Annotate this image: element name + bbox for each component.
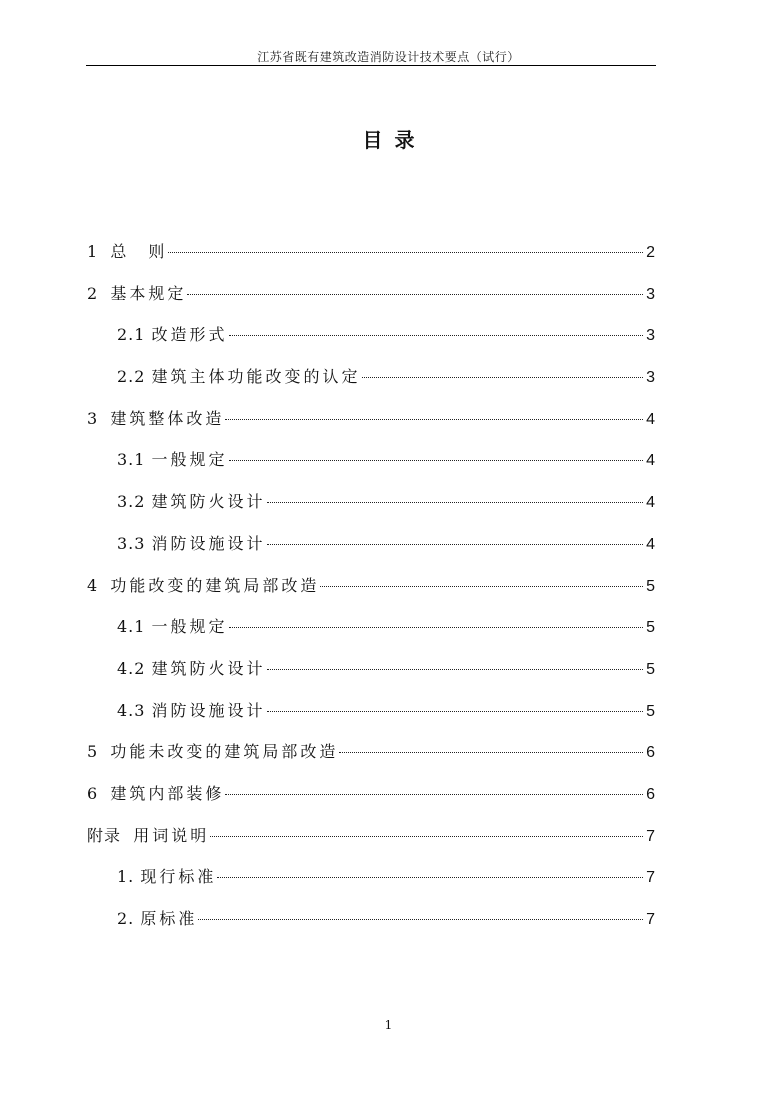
toc-entry-number: 4: [87, 575, 99, 595]
dot-leader: [362, 377, 643, 378]
table-of-contents: [87, 236, 655, 945]
dot-leader: [267, 669, 643, 670]
toc-entry-page: 3: [646, 369, 655, 387]
toc-entry-appendix-2[interactable]: [87, 903, 655, 945]
dot-leader: [267, 711, 643, 712]
toc-entry-6[interactable]: [87, 778, 655, 820]
toc-entry-number: 3.3: [117, 533, 146, 553]
toc-entry-3-2[interactable]: [87, 486, 655, 528]
dot-leader: [320, 586, 643, 587]
toc-entry-page: 6: [646, 785, 655, 803]
dot-leader: [267, 502, 643, 503]
toc-entry-1[interactable]: [87, 236, 655, 278]
toc-entry-page: 5: [646, 660, 655, 678]
page-number: 1: [384, 1018, 393, 1032]
toc-entry-page: 4: [646, 410, 655, 428]
toc-entry-5[interactable]: [87, 736, 655, 778]
toc-entry-number: 2: [87, 283, 99, 303]
toc-entry-separator: [98, 236, 110, 268]
toc-entry-page: 3: [646, 285, 655, 303]
toc-entry-title: 功能未改变的建筑局部改造: [110, 742, 339, 762]
toc-entry-separator: [98, 736, 110, 768]
toc-entry-page: 5: [646, 619, 655, 637]
toc-entry-2-2[interactable]: [87, 361, 655, 403]
toc-entry-title: 消防设施设计: [151, 700, 266, 720]
toc-entry-appendix[interactable]: [87, 820, 655, 862]
dot-leader: [217, 877, 643, 878]
toc-entry-number: 1.: [117, 867, 135, 887]
toc-entry-page: 5: [646, 702, 655, 720]
toc-entry-separator: [98, 570, 110, 602]
toc-entry-3[interactable]: [87, 403, 655, 445]
dot-leader: [225, 419, 643, 420]
dot-leader: [267, 544, 643, 545]
toc-entry-3-3[interactable]: [87, 528, 655, 570]
toc-entry-title: 现行标准: [140, 867, 217, 887]
toc-entry-number: 6: [87, 783, 99, 803]
toc-entry-separator: [121, 820, 133, 852]
toc-entry-page: 3: [646, 327, 655, 345]
running-header: 江苏省既有建筑改造消防设计技术要点（试行）: [257, 50, 520, 64]
toc-entry-4-3[interactable]: [87, 695, 655, 737]
toc-entry-number: 3.1: [117, 450, 146, 470]
toc-entry-page: 5: [646, 577, 655, 595]
toc-entry-4[interactable]: [87, 570, 655, 612]
toc-entry-title: 用词说明: [133, 825, 210, 845]
toc-entry-title: 基本规定: [110, 283, 187, 303]
toc-entry-page: 6: [646, 744, 655, 762]
dot-leader: [198, 919, 643, 920]
toc-title: 目录: [362, 128, 427, 152]
toc-entry-title: 一般规定: [151, 617, 228, 637]
toc-entry-page: 4: [646, 494, 655, 512]
header-rule: [86, 65, 656, 66]
toc-entry-number: 4.2: [117, 658, 146, 678]
toc-entry-number: 4.1: [117, 617, 146, 637]
toc-entry-2[interactable]: [87, 278, 655, 320]
toc-entry-number: 4.3: [117, 700, 146, 720]
toc-entry-number: 3.2: [117, 492, 146, 512]
toc-entry-appendix-1[interactable]: [87, 861, 655, 903]
toc-entry-title: 改造形式: [151, 325, 228, 345]
toc-entry-number: 5: [87, 742, 99, 762]
toc-entry-title: 建筑整体改造: [110, 408, 225, 428]
toc-entry-separator: [98, 403, 110, 435]
dot-leader: [187, 294, 643, 295]
toc-entry-title: 功能改变的建筑局部改造: [110, 575, 320, 595]
toc-entry-2-1[interactable]: [87, 319, 655, 361]
dot-leader: [229, 627, 643, 628]
toc-entry-4-2[interactable]: [87, 653, 655, 695]
toc-entry-title: 建筑主体功能改变的认定: [151, 367, 361, 387]
dot-leader: [210, 836, 643, 837]
toc-entry-title: 建筑内部装修: [110, 783, 225, 803]
toc-entry-title: 消防设施设计: [151, 533, 266, 553]
dot-leader: [168, 252, 643, 253]
toc-entry-page: 7: [646, 827, 655, 845]
toc-entry-page: 7: [646, 911, 655, 928]
toc-entry-title: 一般规定: [151, 450, 228, 470]
dot-leader: [339, 752, 643, 753]
dot-leader: [229, 460, 643, 461]
toc-entry-page: 4: [646, 535, 655, 553]
dot-leader: [229, 335, 643, 336]
toc-entry-number: 附录: [87, 825, 122, 845]
toc-entry-title: 原标准: [140, 909, 198, 928]
toc-entry-page: 2: [646, 244, 655, 261]
toc-entry-title: 建筑防火设计: [151, 492, 266, 512]
toc-entry-number: 2.1: [117, 325, 146, 345]
toc-entry-separator: [98, 778, 110, 810]
toc-entry-number: 3: [87, 408, 99, 428]
toc-entry-page: 4: [646, 452, 655, 470]
toc-entry-page: 7: [646, 869, 655, 887]
toc-entry-number: 1: [87, 242, 99, 261]
toc-entry-4-1[interactable]: [87, 611, 655, 653]
toc-entry-separator: [98, 278, 110, 310]
toc-entry-3-1[interactable]: [87, 444, 655, 486]
toc-entry-number: 2.: [117, 909, 135, 928]
toc-entry-title: 建筑防火设计: [151, 658, 266, 678]
toc-entry-title: 总 则: [110, 242, 168, 261]
toc-entry-number: 2.2: [117, 367, 146, 387]
dot-leader: [225, 794, 643, 795]
